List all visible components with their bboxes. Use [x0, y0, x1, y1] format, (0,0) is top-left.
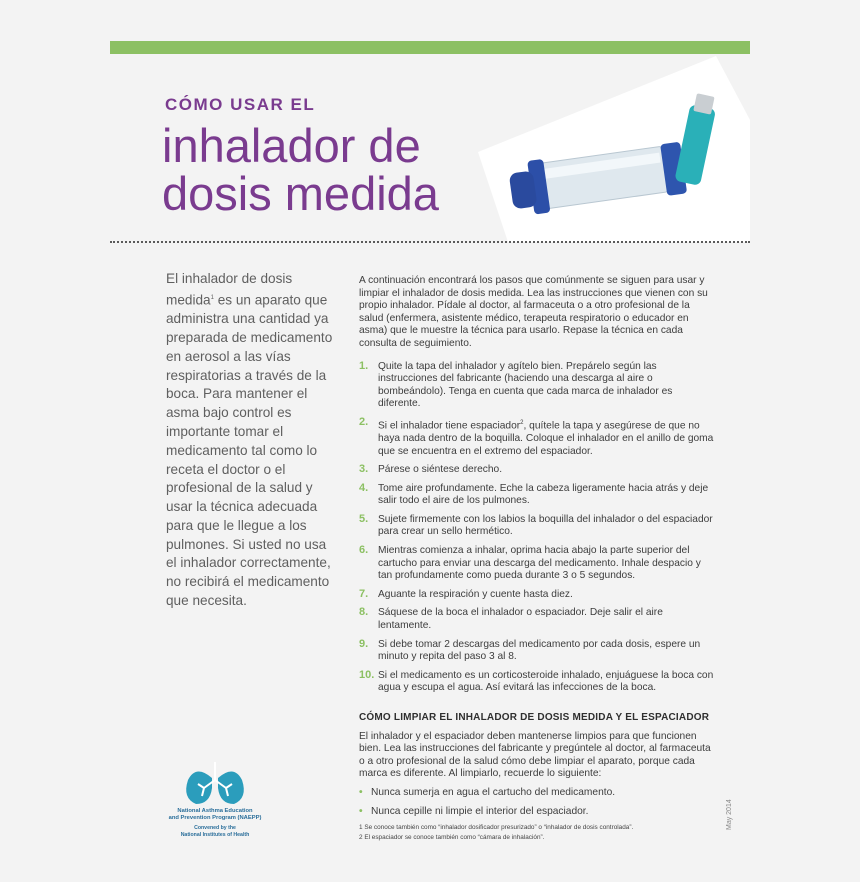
naepp-logo	[160, 758, 270, 848]
footnote-2: 2 El espaciador se conoce también como “cámara de inhalación”.	[359, 833, 545, 841]
list-item	[359, 464, 715, 477]
step-text: Si el inhalador tiene espaciador	[378, 420, 521, 432]
cleaning-paragraph: El inhalador y el espaciador deben mantenerse limpios para que funcionen bien. Lea las instrucciones del fabricante y pregúntele al doctor, al farmaceuta o a otro profesional de la salud cómo debe limpiar el aparato, porque cada marca es diferente. Al limpiarlo, recuerde lo siguiente:	[359, 730, 711, 780]
intro-footnote-ref: 1	[210, 294, 214, 301]
cleaning-heading: CÓMO LIMPIAR EL INHALADOR DE DOSIS MEDIDA Y EL ESPACIADOR	[359, 712, 710, 724]
list-item	[359, 417, 715, 458]
step-number: 5.	[359, 512, 369, 525]
step-text: Si debe tomar 2 descargas del medicamento por cada dosis, espere un minuto y repita del paso 3 al 8.	[378, 638, 701, 663]
footnote-1: 1 Se conoce también como “inhalador dosificador presurizado” o “inhalador de dosis controlada”.	[359, 824, 634, 831]
intro-paragraph	[166, 270, 338, 611]
step-number: 10.	[359, 668, 375, 681]
lead-paragraph: A continuación encontrará los pasos que comúnmente se siguen para usar y limpiar el inhalador de dosis medida. Lea las instrucciones que vienen con su propio inhalador. Pídale al doctor, al farmaceuta o a otro profesional de la salud (enfermera, asistente médico, terapeuta respiratorio o educador en asma) que le muestre la técnica para usarlo. Repase la técnica en cada consulta de seguimiento.	[359, 275, 708, 349]
list-item	[359, 545, 715, 583]
title-line-1: inhalador de	[162, 119, 421, 172]
step-text: Sujete firmemente con los labios la boquilla del inhalador o del espaciador para crear un sello hermético.	[378, 513, 713, 538]
step-text-cont: , quítele la tapa y asegúrese de que no haya nada dentro de la boquilla. Coloque el inhalador en el anillo de goma que se encuentra en el extremo del espaciador.	[378, 420, 714, 457]
step-number: 3.	[359, 463, 369, 476]
footnotes	[359, 823, 699, 842]
step-text: Tome aire profundamente. Eche la cabeza ligeramente hacia atrás y deje salir todo el aire de los pulmones.	[378, 482, 709, 507]
step-footnote-ref: 2	[520, 419, 524, 426]
convened-line-2: National Institutes of Health	[180, 831, 250, 838]
convened-by	[160, 825, 270, 838]
list-item	[359, 514, 715, 539]
steps-list	[359, 361, 715, 695]
list-item	[359, 806, 715, 819]
step-number: 8.	[359, 606, 369, 619]
list-item	[359, 670, 715, 695]
top-green-bar	[110, 41, 750, 54]
list-item	[359, 483, 715, 508]
cleaning-bullets	[359, 787, 715, 818]
step-text: Mientras comienza a inhalar, oprima hacia abajo la parte superior del cartucho para enviar una descarga del medicamento. Inhale despacio y tan profundamente como pueda durante 3 o 5 segundos.	[378, 545, 701, 582]
step-number: 2.	[359, 415, 369, 428]
list-item	[359, 607, 715, 632]
list-item	[359, 787, 715, 800]
bullet-text: Nunca cepille ni limpie el interior del espaciador.	[371, 805, 589, 817]
convened-line-1: Convened by the	[194, 825, 236, 831]
step-number: 6.	[359, 544, 369, 557]
list-item	[359, 361, 715, 411]
title-kicker: CÓMO USAR EL	[165, 95, 316, 114]
instructions-column	[359, 275, 715, 824]
step-number: 9.	[359, 637, 369, 650]
intro-part-2: es un aparato que administra una cantidad ya preparada de medicamento en aerosol a las vías respiratorias a través de la boca. Para mantener el asma bajo control es importante tomar el medicamento tal como lo receta el doctor o el profesional de la salud y usar la técnica adecuada para que le llegue a los pulmones. Si usted no usa el inhalador correctamente, no recibirá el medicamento que necesita.	[166, 292, 333, 609]
org-name-line-1: National Asthma Education	[177, 808, 253, 814]
bullet-text: Nunca sumerja en agua el cartucho del medicamento.	[371, 786, 616, 798]
page-title	[162, 119, 439, 220]
publication-date: May 2014	[726, 799, 733, 830]
step-text: Quite la tapa del inhalador y agítelo bien. Prepárelo según las instrucciones del fabricante (haciendo una descarga al aire o bombeándolo). Tenga en cuenta que cada marca de inhalador es diferente.	[378, 360, 673, 410]
title-line-2: dosis medida	[162, 167, 439, 220]
inhaler-photo	[478, 56, 750, 242]
step-number: 4.	[359, 481, 369, 494]
bullet-icon: •	[359, 805, 363, 817]
intro-part-1: El inhalador de dosis medida	[166, 271, 293, 308]
step-text: Si el medicamento es un corticosteroide inhalado, enjuáguese la boca con agua y escupa el agua. Así evitará las infecciones de la boca.	[378, 669, 714, 694]
org-name	[160, 808, 270, 822]
org-name-line-2: and Prevention Program (NAEPP)	[168, 815, 262, 821]
list-item	[359, 639, 715, 664]
lungs-icon	[182, 758, 248, 806]
step-text: Párese o siéntese derecho.	[378, 464, 503, 476]
dotted-divider	[110, 241, 750, 243]
step-number: 7.	[359, 587, 369, 600]
list-item	[359, 589, 715, 602]
step-text: Aguante la respiración y cuente hasta diez.	[378, 588, 573, 600]
step-text: Sáquese de la boca el inhalador o espaciador. Deje salir el aire lentamente.	[378, 607, 663, 632]
step-number: 1.	[359, 359, 369, 372]
bullet-icon: •	[359, 786, 363, 798]
